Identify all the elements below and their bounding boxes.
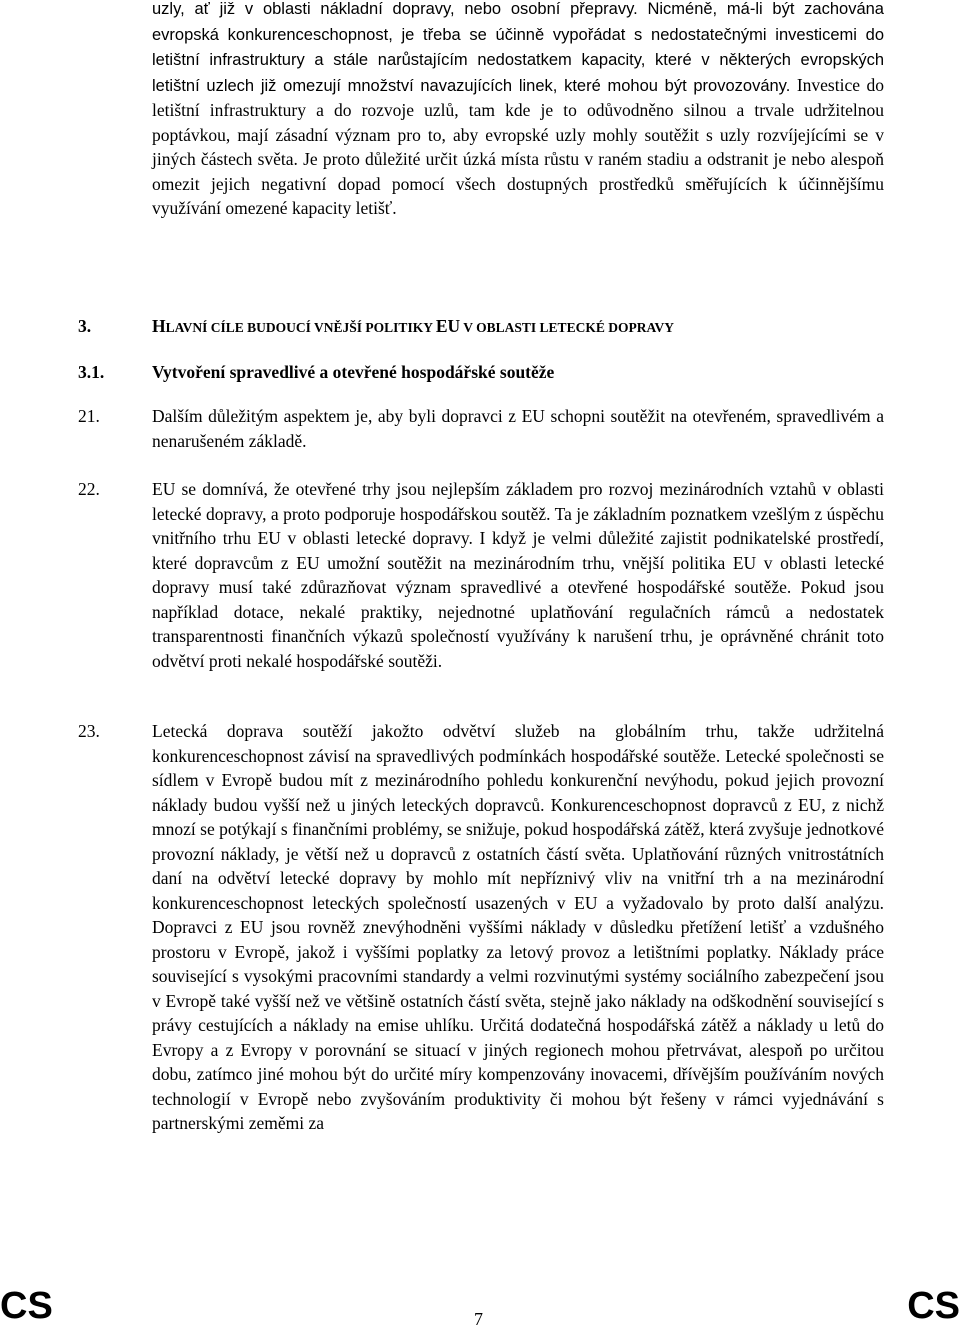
intro-text-sans: uzly, ať již v oblasti nákladní dopravy, nebo osobní přepravy. Nicméně, má-li být zachována evropská konkurenceschopnost, je třeba se účinně vypořádat s nedostatečnými investicemi do letištní infrastruktury a stále narůstajícím nedostatkem kapacity, které v některých evropských letištní uzlech již omezují množství navazujících linek, které mohou být provozovány. (152, 0, 884, 95)
footer-language-left: CS (0, 1285, 53, 1327)
section-3-title-part: V OBLASTI LETECKÉ DOPRAVY (460, 320, 674, 335)
paragraph-number-22: 22. (78, 479, 100, 499)
numbered-paragraph-21 (78, 404, 884, 453)
paragraph-text-23: Letecká doprava soutěží jakožto odvětví služeb na globálním trhu, takže udržitelná konkurenceschopnost závisí na spravedlivých podmínkách hospodářské soutěže. Letecké společnosti se sídlem v Evropě budou mít z mezinárodního pohledu konkurenční nevýhodu, pokud jejich provozní náklady budou vyšší než u jiných leteckých dopravců. Konkurenceschopnost dopravců z EU, z nichž mnozí se potýkají s finančními problémy, se snižuje, pokud hospodářská zátěž, která zvyšuje jednotkové provozní náklady, je větší než u dopravců z ostatních částí světa. Uplatňování různých vnitrostátních daní na odvětví letecké dopravy by mohlo mít nepříznivý vliv na vnitřní trh a na mezinárodní konkurenceschopnost leteckých společností usazených v EU a vyžadovalo by proto další analýzu. Dopravci z EU jsou rovněž znevýhodněni vyššími náklady v důsledku přetížení letišť a vzdušného prostoru v Evropě, jakož i vyššími poplatky za letový provoz a letištními poplatky. Náklady práce související s vysokými pracovními standardy a velmi rozvinutými systémy sociálního zabezpečení jsou v Evropě také vyšší než ve většině ostatních částí světa, stejně jako náklady na odškodnění související s právy cestujících a náklady na emise uhlíku. Určitá dodatečná hospodářská zátěž a náklady u letů do Evropy a z Evropy v porovnání se situací v jiných regionech mohou přetrvávat, alespoň po určitou dobu, zatímco jiné mohou být do určité míry kompenzovány inovacemi, dřívějším používáním nových technologií v Evropě nebo zvyšováním produktivity či mohou být řešeny v rámci vyjednávání s partnerskými zeměmi za (152, 721, 884, 1133)
section-3-title-part: LAVNÍ CÍLE BUDOUCÍ VNĚJŠÍ POLITIKY (165, 320, 436, 335)
section-3-1-title: Vytvoření spravedlivé a otevřené hospodářské soutěže (152, 362, 555, 382)
section-3-1-number: 3.1. (78, 362, 105, 382)
intro-paragraph (152, 0, 884, 221)
paragraph-text-21: Dalším důležitým aspektem je, aby byli dopravci z EU schopni soutěžit na otevřeném, spravedlivém a nenarušeném základě. (152, 406, 884, 451)
intro-text-serif: Investice do letištní infrastruktury a do rozvoje uzlů, tam kde je to odůvodněno silnou a trvale udržitelnou poptávkou, mají zásadní význam pro to, aby evropské uzly mohly soutěžit s uzly rozvíjejícími se v jiných částech světa. (152, 74, 884, 169)
section-3-title-part: EU (435, 316, 461, 336)
section-3-title (152, 316, 674, 337)
numbered-paragraph-22 (78, 477, 884, 673)
section-3-number: 3. (78, 316, 92, 336)
intro-text-serif-2: Je proto důležité určit úzká místa růstu v raném stadiu a odstranit je nebo alespoň omezit jejich negativní dopad pomocí všech dostupných prostředků směřujících k účinnějšímu využívání omezené kapacity letišť. (152, 149, 884, 218)
paragraph-number-23: 23. (78, 721, 100, 741)
section-3-title-part: H (152, 316, 166, 336)
paragraph-text-22: EU se domnívá, že otevřené trhy jsou nejlepším základem pro rozvoj mezinárodních vztahů v oblasti letecké dopravy, a proto podporuje hospodářskou soutěž. Ta je základním poznatkem vzešlým z úspěchu vnitřního trhu EU v oblasti letecké dopravy. I když je velmi důležité zajistit podnikatelské prostředí, které dopravcům z EU umožní soutěžit na mezinárodním trhu, vnější politika EU v oblasti letecké dopravy musí také zdůrazňovat význam spravedlivé a otevřené hospodářské soutěže. Pokud jsou například dotace, nekalé praktiky, nejednotné uplatňování regulačních rámců a nedostatek transparentnosti finančních výkazů společností využívány k narušení trhu, je oprávněné chránit toto odvětví proti nekalé hospodářské soutěži. (152, 479, 884, 671)
page-number: 7 (474, 1309, 483, 1329)
numbered-paragraph-23 (78, 719, 884, 1136)
paragraph-number-21: 21. (78, 406, 100, 426)
footer-language-right: CS (907, 1285, 960, 1327)
